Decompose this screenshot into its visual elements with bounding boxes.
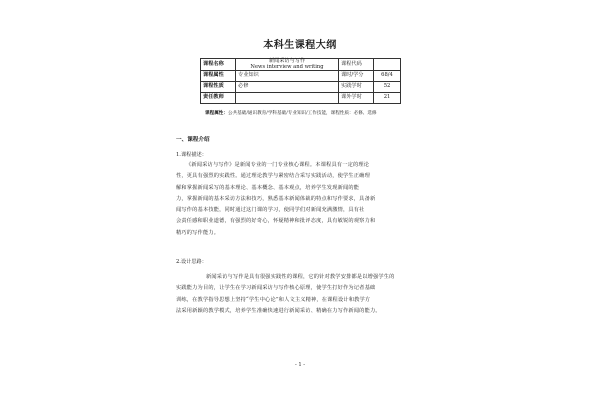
course-code-value [374, 59, 401, 71]
paragraph-line: 闻写作的基本技能，同时通过这门课的学习，使同学们对新闻充满激情，具有社 [176, 207, 365, 214]
paragraph-line: 解和掌握新闻采写的基本理论、基本概念、基本观点，培养学生发现新闻的能 [176, 184, 360, 191]
course-name-cn: 新闻采访与写作 [268, 58, 306, 64]
paragraph-line: 性，更具有强烈的实践性。通过理论教学与紧密结合采写实践活动，使学生正确理 [176, 173, 370, 180]
paragraph-line: 精巧的写作能力。 [176, 229, 220, 236]
practice-hours-label: 实践学时 [339, 82, 374, 93]
course-info-table [200, 58, 401, 104]
footnote-text: 公共基础/通识教育/学科基础/专业知识/工作技能，课程性质：必修、选修 [227, 111, 377, 116]
table-footnote [205, 110, 377, 116]
subheading-course-description: 1.课程描述： [176, 152, 207, 158]
course-attr-label: 课程属性 [201, 71, 236, 82]
page-title: 本科生课程大纲 [263, 40, 337, 51]
course-code-label: 课程代码 [339, 59, 374, 71]
extra-hours-value: 21 [374, 93, 401, 104]
hours-credits-value: 68/4 [374, 71, 401, 82]
course-attr-value: 专业知识 [236, 71, 339, 82]
course-name-en: News interview and writing [250, 63, 324, 70]
section-heading: 一、课程介绍 [176, 137, 210, 143]
footnote-label: 课程属性： [205, 111, 228, 116]
paragraph-line: 力，掌握新闻的基本采访方法和技巧，熟悉基本新闻体裁的特点和写作要求，具备新 [176, 195, 376, 202]
course-nature-value: 必修 [236, 82, 339, 93]
course-name-label: 课程名称 [201, 59, 236, 71]
paragraph-line: 《新闻采访与写作》是新闻专业的一门专业核心课程。本课程具有一定的理论 [186, 162, 370, 168]
paragraph-line: 训练，在教学指导思想上坚持“学生中心论”和人文主义精神，在课程设计和教学方 [176, 296, 371, 303]
paragraph-design-idea [176, 272, 406, 317]
extra-hours-label: 课外学时 [339, 93, 374, 104]
paragraph-line: 实践能力为目的，让学生在学习新闻采访与写作核心原理，使学生打好作为记者基础 [176, 285, 376, 292]
paragraph-line: 新闻采访与写作是具有很强实践性的课程，它的针对教学安排都是以增强学生的 [206, 274, 395, 280]
page-number: - 1 - [294, 362, 306, 368]
teacher-value [236, 93, 339, 104]
paragraph-course-description [176, 160, 406, 239]
practice-hours-value: 52 [374, 82, 401, 93]
course-name-value [236, 59, 339, 71]
course-nature-label: 课程性质 [201, 82, 236, 93]
subheading-design-idea: 2.设计思路： [176, 259, 207, 265]
paragraph-line: 会责任感和职业道德，有强烈的好奇心，怀疑精神和批评态度，具有敏锐的观察力和 [176, 218, 376, 225]
teacher-label: 责任教师 [201, 93, 236, 104]
paragraph-line: 法采用新颖的教学模式，培养学生准确快速进行新闻采访、精确在力写作新闻的能力。 [176, 307, 381, 314]
hours-credits-label: 课时/学分 [339, 71, 374, 82]
